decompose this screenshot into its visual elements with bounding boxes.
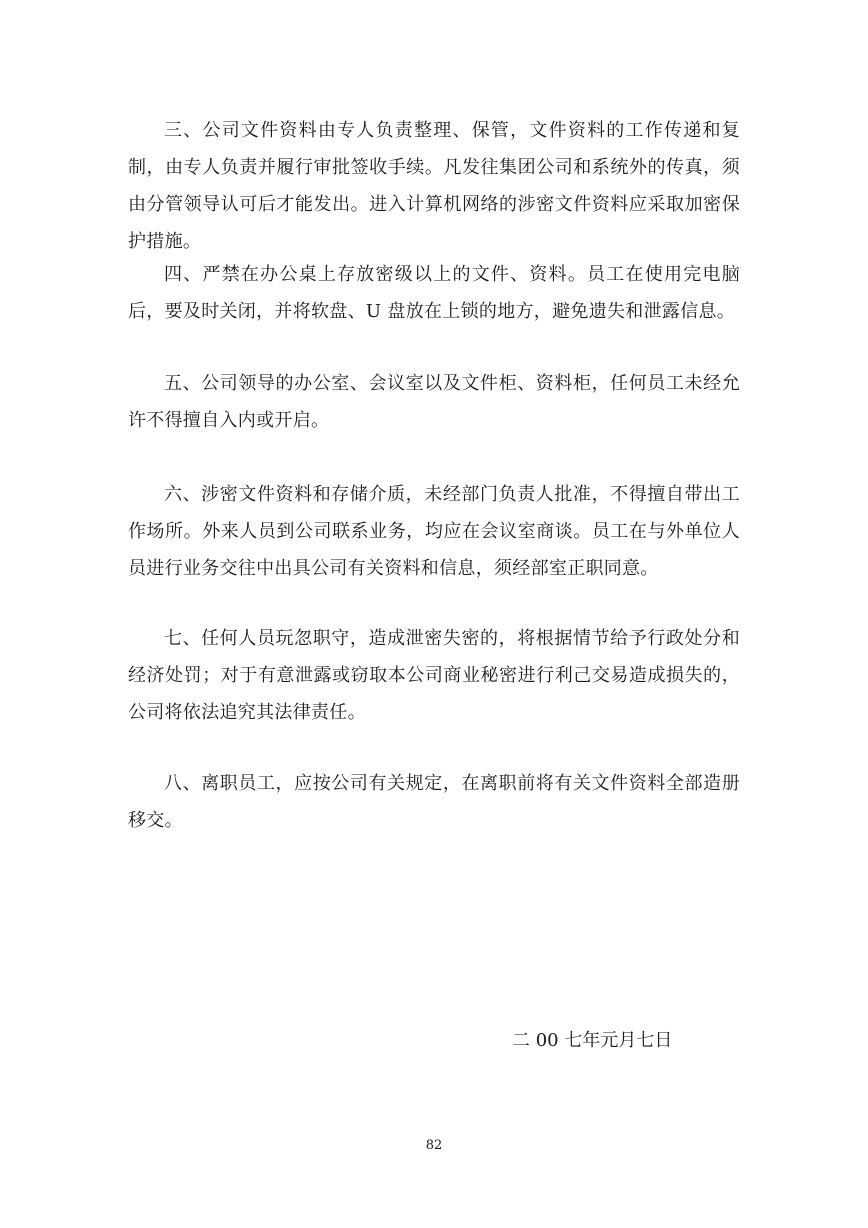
paragraph-article-8: 八、离职员工，应按公司有关规定，在离职前将有关文件资料全部造册移交。 bbox=[128, 773, 740, 831]
paragraph-article-7: 七、任何人员玩忽职守，造成泄密失密的，将根据情节给予行政处分和经济处罚；对于有意泄露或窃取本公司商业秘密进行利己交易造成损失的，公司将依法追究其法律责任。 bbox=[128, 628, 740, 723]
paragraph-article-4: 四、严禁在办公桌上存放密级以上的文件、资料。员工在使用完电脑后，要及时关闭，并将软盘、U 盘放在上锁的地方，避免遗失和泄露信息。 bbox=[128, 264, 740, 322]
document-date: 二 00 七年元月七日 bbox=[512, 1030, 673, 1051]
paragraph-article-5: 五、公司领导的办公室、会议室以及文件柜、资料柜，任何员工未经允许不得擅自入内或开启。 bbox=[128, 373, 740, 431]
paragraph-article-6: 六、涉密文件资料和存储介质，未经部门负责人批准，不得擅自带出工作场所。外来人员到公司联系业务，均应在会议室商谈。员工在与外单位人员进行业务交往中出具公司有关资料和信息，须经部室正职同意。 bbox=[128, 484, 740, 579]
paragraph-article-3: 三、公司文件资料由专人负责整理、保管，文件资料的工作传递和复制，由专人负责并履行审批签收手续。凡发往集团公司和系统外的传真，须由分管领导认可后才能发出。进入计算机网络的涉密文件资料应采取加密保护措施。 bbox=[128, 120, 740, 252]
page-number: 82 bbox=[425, 1138, 443, 1153]
